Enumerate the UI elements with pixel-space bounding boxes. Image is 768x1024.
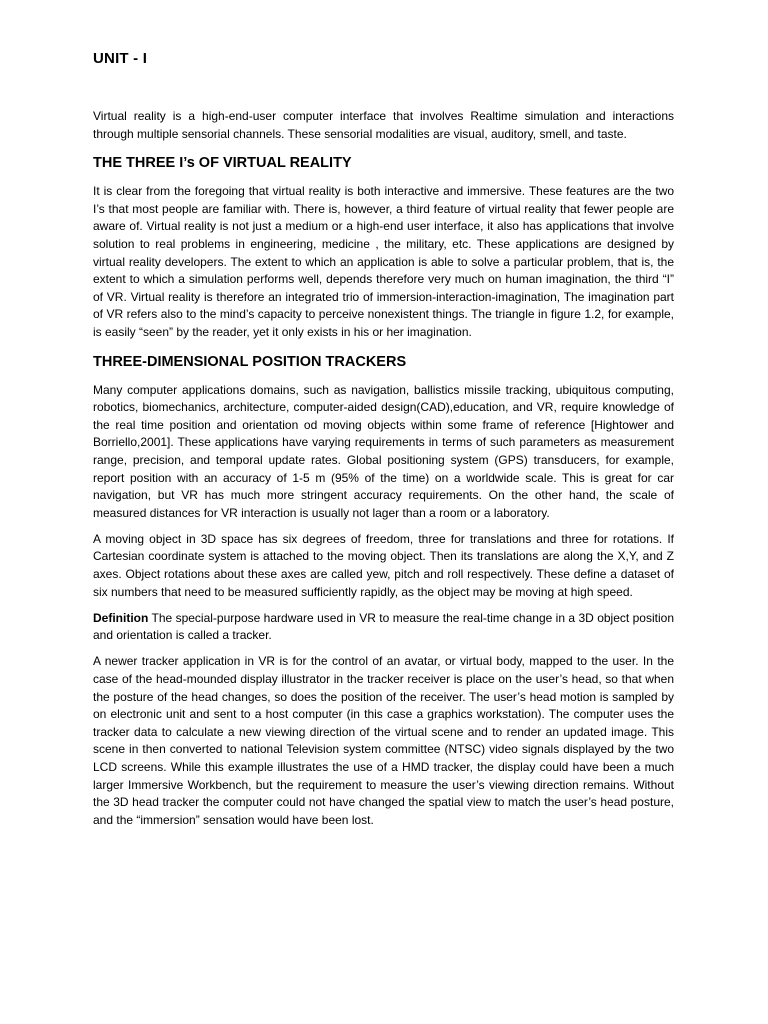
intro-paragraph: Virtual reality is a high-end-user computer interface that involves Realtime simulation and interactions through multiple sensorial channels. These sensorial modalities are visual, auditory, smell, and taste. — [93, 109, 674, 141]
section-heading-three-is: THE THREE I’s OF VIRTUAL REALITY — [93, 155, 352, 172]
document-page — [93, 50, 674, 838]
definition-text: The special-purpose hardware used in VR to measure the real-time change in a 3D object position and orientation is called a tracker. — [93, 610, 674, 643]
trackers-paragraph-2: A moving object in 3D space has six degrees of freedom, three for translations and three for rotations. If Cartesian coordinate system is attached to the moving object. Then its translations are along the X,Y, and Z axes. Object rotations about these axes are called yew, pitch and roll respectively. These define a dataset of six numbers that need to be measured sufficiently rapidly, as the object may be moving at high speed. — [93, 531, 674, 599]
unit-title: UNIT - I — [93, 50, 148, 67]
section-heading-position-trackers: THREE-DIMENSIONAL POSITION TRACKERS — [93, 353, 407, 370]
trackers-paragraph-1: Many computer applications domains, such as navigation, ballistics missile tracking, ubiquitous computing, robotics, biomechanics, architecture, computer-aided design(CAD),education, and VR, require knowledge of the real time position and orientation od moving objects within some frame of reference [Hightower and Borriello,2001]. These applications have varying requirements in terms of such parameters as measurement range, precision, and temporal update rates. Global positioning system (GPS) transducers, for example, report position with an accuracy of 1-5 m (95% of the time) on a worldwide scale. This is great for car navigation, but VR has much more stringent accuracy requirements. On the other hand, the scale of measured distances for VR interaction is usually not lager than a room or a laboratory. — [93, 382, 674, 520]
definition-paragraph — [93, 610, 674, 645]
three-is-paragraph: It is clear from the foregoing that virtual reality is both interactive and immersive. These features are the two I’s that most people are familiar with. There is, however, a third feature of virtual reality that fewer people are aware of. Virtual reality is not just a medium or a high-end user interface, it also has applications that involve solution to real problems in engineering, medicine , the military, etc. These applications are designed by virtual reality developers. The extent to which an application is able to solve a particular problem, that is, the extent to which a simulation performs well, depends therefore very much on human imagination, the third “I” of VR. Virtual reality is therefore an integrated trio of immersion-interaction-imagination, The imagination part of VR refers also to the mind’s capacity to perceive nonexistent things. The triangle in figure 1.2, for example, is easily “seen” by the reader, yet it only exists in his or her imagination. — [93, 184, 674, 339]
definition-label: Definition — [93, 610, 149, 625]
trackers-paragraph-3: A newer tracker application in VR is for the control of an avatar, or virtual body, mapped to the user. In the case of the head-mounded display illustrator in the tracker receiver is place on the user’s head, so that when the posture of the head changes, so does the position of the receiver. The user’s head motion is sampled by on electronic unit and sent to a host computer (in this case a graphics workstation). The computer uses the tracker data to calculate a new viewing direction of the virtual scene and to render an updated image. This scene in then converted to national Television system committee (NTSC) video signals displayed by the two LCD screens. While this example illustrates the use of a HMD tracker, the display could have been a much larger Immersive Workbench, but the requirement to measure the user’s viewing direction remains. Without the 3D head tracker the computer could not have changed the spatial view to match the user’s head posture, and the “immersion” sensation would have been lost. — [93, 654, 674, 827]
